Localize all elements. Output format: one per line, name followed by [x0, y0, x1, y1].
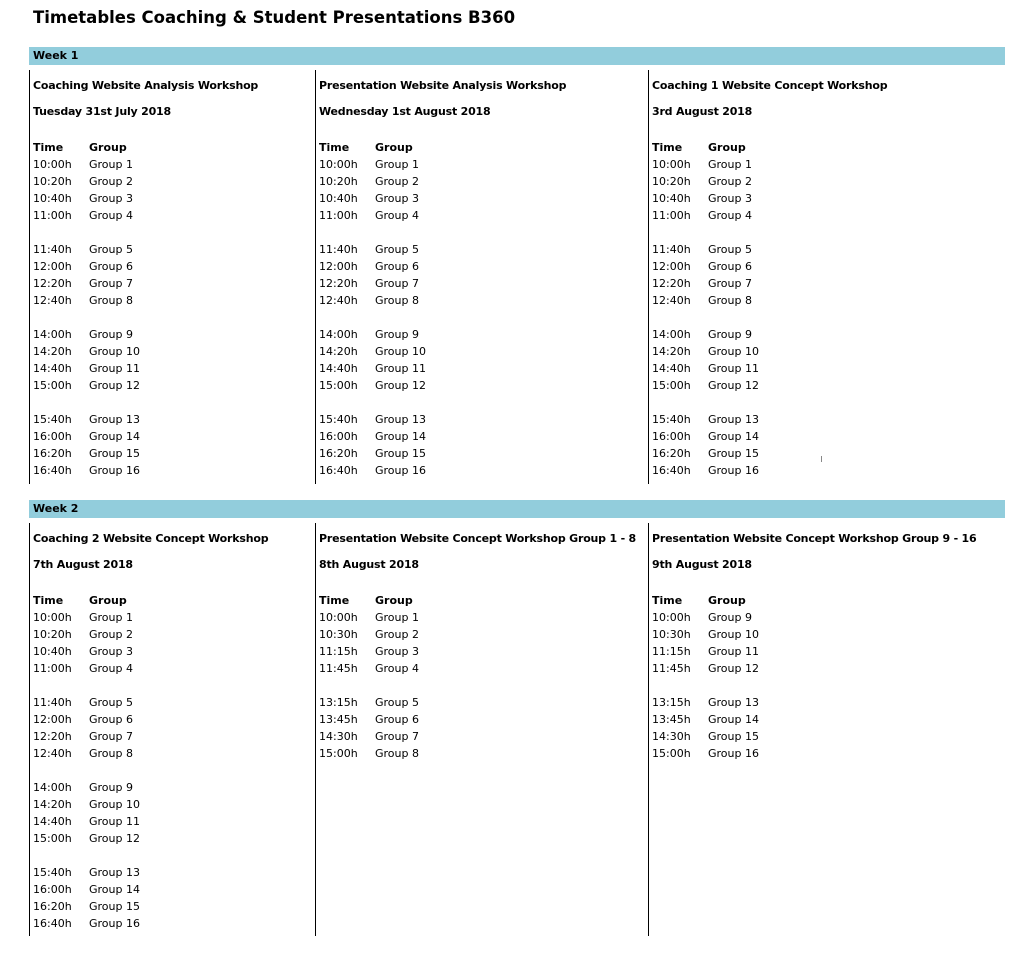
- stray-mark: [821, 456, 822, 462]
- slot-group: Group 6: [708, 260, 752, 273]
- slot-time: 14:20h: [319, 345, 358, 358]
- slot-time: 12:20h: [652, 277, 691, 290]
- schedule-row: [652, 258, 852, 275]
- schedule-row: [652, 660, 852, 677]
- slot-group: Group 9: [375, 328, 419, 341]
- slot-group: Group 4: [375, 209, 419, 222]
- session-date: 3rd August 2018: [652, 105, 753, 118]
- schedule-row: [319, 173, 519, 190]
- slot-group: Group 15: [708, 447, 759, 460]
- slot-group: Group 2: [89, 175, 133, 188]
- slot-group: Group 15: [89, 447, 140, 460]
- session-date: 7th August 2018: [33, 558, 133, 571]
- slot-time: 16:00h: [319, 430, 358, 443]
- slot-time: 10:00h: [319, 158, 358, 171]
- slot-time: 13:15h: [652, 696, 691, 709]
- schedule-row: [319, 462, 519, 479]
- slot-time: 14:40h: [319, 362, 358, 375]
- slot-time: 15:00h: [319, 747, 358, 760]
- slot-time: 14:00h: [33, 781, 72, 794]
- schedule-row: [33, 207, 233, 224]
- session-title: Presentation Website Analysis Workshop: [319, 79, 567, 92]
- schedule-row: [652, 207, 852, 224]
- slot-time: 12:20h: [319, 277, 358, 290]
- schedule-column: [315, 70, 596, 484]
- slot-time: 10:00h: [33, 611, 72, 624]
- schedule-row: [33, 609, 233, 626]
- schedule-row: [33, 326, 233, 343]
- slot-group: Group 7: [375, 277, 419, 290]
- schedule-row: [652, 428, 852, 445]
- slot-time: 10:30h: [319, 628, 358, 641]
- schedule-row: [319, 258, 519, 275]
- slot-time: 11:00h: [652, 209, 691, 222]
- slot-group: Group 4: [708, 209, 752, 222]
- slot-group: Group 6: [89, 260, 133, 273]
- schedule-row: [319, 660, 519, 677]
- group-header: Group: [375, 594, 413, 607]
- slot-group: Group 7: [89, 730, 133, 743]
- slot-time: 14:40h: [652, 362, 691, 375]
- session-title: Presentation Website Concept Workshop Group 1 - 8: [319, 532, 637, 545]
- slot-group: Group 9: [708, 328, 752, 341]
- slot-time: 16:00h: [33, 883, 72, 896]
- schedule-row: [652, 360, 852, 377]
- schedule-row: [652, 241, 852, 258]
- schedule-row: [652, 292, 852, 309]
- slot-group: Group 7: [89, 277, 133, 290]
- slot-group: Group 4: [375, 662, 419, 675]
- schedule-row: [652, 190, 852, 207]
- schedule-row: [33, 898, 233, 915]
- slot-group: Group 4: [89, 209, 133, 222]
- schedule-row: [319, 411, 519, 428]
- schedule-row: [319, 428, 519, 445]
- slot-group: Group 10: [375, 345, 426, 358]
- group-header: Group: [708, 141, 746, 154]
- column-headers: [319, 592, 519, 609]
- slot-time: 10:40h: [652, 192, 691, 205]
- slot-group: Group 11: [89, 815, 140, 828]
- slot-time: 16:20h: [33, 900, 72, 913]
- slot-group: Group 6: [375, 713, 419, 726]
- schedule-row: [33, 428, 233, 445]
- schedule-row: [33, 745, 233, 762]
- schedule-row: [33, 660, 233, 677]
- slot-group: Group 10: [708, 345, 759, 358]
- session-title: Presentation Website Concept Workshop Group 9 - 16: [652, 532, 977, 545]
- slot-time: 13:15h: [319, 696, 358, 709]
- slot-group: Group 1: [708, 158, 752, 171]
- slot-time: 12:20h: [33, 730, 72, 743]
- schedule-row: [33, 445, 233, 462]
- session-date: Wednesday 1st August 2018: [319, 105, 491, 118]
- slot-time: 16:00h: [652, 430, 691, 443]
- slot-group: Group 7: [708, 277, 752, 290]
- slot-group: Group 2: [375, 175, 419, 188]
- slot-time: 10:00h: [319, 611, 358, 624]
- time-header: Time: [33, 594, 64, 607]
- slot-time: 11:00h: [33, 662, 72, 675]
- slot-group: Group 6: [375, 260, 419, 273]
- slot-group: Group 14: [708, 430, 759, 443]
- schedule-row: [652, 462, 852, 479]
- slot-time: 16:40h: [33, 917, 72, 930]
- slot-group: Group 12: [708, 379, 759, 392]
- schedule-row: [319, 728, 519, 745]
- slot-group: Group 16: [708, 747, 759, 760]
- slot-group: Group 1: [89, 158, 133, 171]
- schedule-row: [652, 377, 852, 394]
- slot-time: 10:00h: [652, 611, 691, 624]
- slot-time: 11:40h: [652, 243, 691, 256]
- schedule-row: [319, 609, 519, 626]
- schedule-row: [33, 173, 233, 190]
- slot-group: Group 8: [708, 294, 752, 307]
- schedule-row: [33, 864, 233, 881]
- session-date: 8th August 2018: [319, 558, 419, 571]
- slot-group: Group 9: [89, 328, 133, 341]
- schedule-row: [33, 343, 233, 360]
- schedule-column: [29, 523, 310, 936]
- slot-group: Group 14: [89, 883, 140, 896]
- session-date: Tuesday 31st July 2018: [33, 105, 171, 118]
- schedule-row: [33, 360, 233, 377]
- slot-group: Group 16: [708, 464, 759, 477]
- slot-time: 16:40h: [33, 464, 72, 477]
- slot-time: 14:20h: [33, 798, 72, 811]
- schedule-row: [652, 711, 852, 728]
- slot-group: Group 15: [375, 447, 426, 460]
- time-header: Time: [652, 594, 683, 607]
- slot-time: 12:00h: [33, 713, 72, 726]
- schedule-row: [652, 694, 852, 711]
- slot-group: Group 12: [375, 379, 426, 392]
- column-headers: [319, 139, 519, 156]
- slot-group: Group 15: [708, 730, 759, 743]
- slot-time: 14:00h: [652, 328, 691, 341]
- slot-group: Group 5: [708, 243, 752, 256]
- schedule-row: [319, 711, 519, 728]
- slot-group: Group 8: [89, 294, 133, 307]
- schedule-column: [315, 523, 637, 936]
- slot-time: 12:40h: [33, 294, 72, 307]
- schedule-row: [319, 190, 519, 207]
- schedule-row: [319, 326, 519, 343]
- time-header: Time: [319, 141, 350, 154]
- slot-group: Group 12: [708, 662, 759, 675]
- slot-group: Group 3: [89, 645, 133, 658]
- slot-group: Group 11: [89, 362, 140, 375]
- schedule-row: [33, 830, 233, 847]
- time-header: Time: [319, 594, 350, 607]
- schedule-row: [33, 275, 233, 292]
- schedule-row: [319, 275, 519, 292]
- slot-group: Group 9: [708, 611, 752, 624]
- slot-group: Group 15: [89, 900, 140, 913]
- slot-time: 15:00h: [652, 747, 691, 760]
- slot-time: 11:40h: [33, 243, 72, 256]
- slot-group: Group 14: [89, 430, 140, 443]
- slot-group: Group 12: [89, 379, 140, 392]
- slot-time: 10:00h: [33, 158, 72, 171]
- slot-time: 10:00h: [652, 158, 691, 171]
- slot-group: Group 13: [89, 866, 140, 879]
- column-headers: [652, 592, 852, 609]
- slot-time: 11:00h: [33, 209, 72, 222]
- slot-time: 10:20h: [33, 628, 72, 641]
- schedule-column: [648, 523, 977, 936]
- week-1-bar: Week 1: [29, 47, 1005, 65]
- slot-time: 14:20h: [33, 345, 72, 358]
- slot-group: Group 8: [375, 294, 419, 307]
- schedule-row: [652, 609, 852, 626]
- slot-time: 15:40h: [33, 413, 72, 426]
- schedule-row: [652, 156, 852, 173]
- slot-group: Group 3: [708, 192, 752, 205]
- session-title: Coaching Website Analysis Workshop: [33, 79, 259, 92]
- schedule-row: [33, 796, 233, 813]
- slot-time: 11:15h: [652, 645, 691, 658]
- schedule-row: [652, 275, 852, 292]
- schedule-row: [319, 643, 519, 660]
- slot-time: 11:15h: [319, 645, 358, 658]
- week-2-bar: Week 2: [29, 500, 1005, 518]
- slot-time: 16:20h: [652, 447, 691, 460]
- slot-group: Group 4: [89, 662, 133, 675]
- slot-time: 12:00h: [33, 260, 72, 273]
- slot-time: 10:40h: [33, 192, 72, 205]
- page-title: Timetables Coaching & Student Presentations B360: [33, 8, 516, 27]
- slot-time: 12:00h: [652, 260, 691, 273]
- slot-time: 14:30h: [652, 730, 691, 743]
- slot-group: Group 13: [89, 413, 140, 426]
- schedule-row: [33, 377, 233, 394]
- schedule-row: [33, 779, 233, 796]
- slot-time: 14:00h: [319, 328, 358, 341]
- slot-time: 10:30h: [652, 628, 691, 641]
- group-header: Group: [708, 594, 746, 607]
- slot-group: Group 8: [375, 747, 419, 760]
- schedule-row: [33, 915, 233, 932]
- schedule-row: [319, 241, 519, 258]
- slot-time: 15:00h: [652, 379, 691, 392]
- slot-time: 16:40h: [652, 464, 691, 477]
- schedule-row: [33, 711, 233, 728]
- schedule-row: [33, 156, 233, 173]
- slot-time: 11:40h: [33, 696, 72, 709]
- session-title: Coaching 1 Website Concept Workshop: [652, 79, 888, 92]
- schedule-row: [33, 241, 233, 258]
- schedule-row: [319, 343, 519, 360]
- schedule-row: [652, 411, 852, 428]
- schedule-row: [652, 643, 852, 660]
- slot-time: 11:40h: [319, 243, 358, 256]
- slot-time: 10:20h: [652, 175, 691, 188]
- schedule-row: [652, 445, 852, 462]
- slot-group: Group 9: [89, 781, 133, 794]
- slot-group: Group 3: [375, 645, 419, 658]
- schedule-row: [319, 156, 519, 173]
- slot-time: 12:00h: [319, 260, 358, 273]
- slot-group: Group 2: [89, 628, 133, 641]
- slot-group: Group 7: [375, 730, 419, 743]
- slot-time: 10:40h: [33, 645, 72, 658]
- slot-time: 14:20h: [652, 345, 691, 358]
- slot-time: 10:20h: [33, 175, 72, 188]
- schedule-row: [319, 626, 519, 643]
- group-header: Group: [375, 141, 413, 154]
- schedule-row: [319, 445, 519, 462]
- slot-group: Group 1: [375, 158, 419, 171]
- slot-group: Group 10: [89, 798, 140, 811]
- session-date: 9th August 2018: [652, 558, 752, 571]
- slot-group: Group 14: [708, 713, 759, 726]
- schedule-row: [33, 813, 233, 830]
- slot-group: Group 2: [375, 628, 419, 641]
- slot-group: Group 13: [375, 413, 426, 426]
- schedule-row: [652, 626, 852, 643]
- slot-time: 16:20h: [33, 447, 72, 460]
- slot-group: Group 5: [89, 696, 133, 709]
- slot-time: 15:00h: [33, 379, 72, 392]
- slot-time: 13:45h: [652, 713, 691, 726]
- column-headers: [33, 139, 233, 156]
- column-headers: [33, 592, 233, 609]
- slot-group: Group 3: [375, 192, 419, 205]
- schedule-row: [33, 258, 233, 275]
- slot-group: Group 16: [375, 464, 426, 477]
- group-header: Group: [89, 594, 127, 607]
- slot-group: Group 11: [708, 645, 759, 658]
- slot-time: 16:00h: [33, 430, 72, 443]
- schedule-row: [319, 292, 519, 309]
- slot-group: Group 13: [708, 413, 759, 426]
- time-header: Time: [33, 141, 64, 154]
- time-header: Time: [652, 141, 683, 154]
- slot-group: Group 5: [375, 243, 419, 256]
- schedule-row: [319, 694, 519, 711]
- slot-group: Group 2: [708, 175, 752, 188]
- slot-group: Group 1: [375, 611, 419, 624]
- slot-group: Group 3: [89, 192, 133, 205]
- slot-time: 13:45h: [319, 713, 358, 726]
- schedule-row: [319, 207, 519, 224]
- slot-group: Group 5: [89, 243, 133, 256]
- slot-time: 10:40h: [319, 192, 358, 205]
- slot-time: 16:20h: [319, 447, 358, 460]
- slot-time: 11:00h: [319, 209, 358, 222]
- schedule-row: [33, 411, 233, 428]
- schedule-row: [33, 462, 233, 479]
- schedule-column: [29, 70, 310, 484]
- slot-group: Group 12: [89, 832, 140, 845]
- session-title: Coaching 2 Website Concept Workshop: [33, 532, 269, 545]
- slot-time: 11:45h: [319, 662, 358, 675]
- slot-time: 15:00h: [319, 379, 358, 392]
- schedule-row: [33, 190, 233, 207]
- slot-time: 16:40h: [319, 464, 358, 477]
- group-header: Group: [89, 141, 127, 154]
- column-headers: [652, 139, 852, 156]
- slot-time: 11:45h: [652, 662, 691, 675]
- slot-group: Group 16: [89, 464, 140, 477]
- schedule-row: [652, 745, 852, 762]
- slot-group: Group 10: [708, 628, 759, 641]
- slot-group: Group 11: [375, 362, 426, 375]
- schedule-row: [652, 326, 852, 343]
- schedule-row: [33, 881, 233, 898]
- slot-group: Group 11: [708, 362, 759, 375]
- slot-group: Group 13: [708, 696, 759, 709]
- schedule-row: [33, 626, 233, 643]
- slot-group: Group 8: [89, 747, 133, 760]
- slot-time: 10:20h: [319, 175, 358, 188]
- slot-group: Group 16: [89, 917, 140, 930]
- schedule-row: [652, 343, 852, 360]
- schedule-column: [648, 70, 929, 484]
- slot-time: 14:00h: [33, 328, 72, 341]
- slot-time: 12:20h: [33, 277, 72, 290]
- schedule-row: [33, 292, 233, 309]
- slot-time: 15:40h: [33, 866, 72, 879]
- slot-time: 15:40h: [319, 413, 358, 426]
- slot-time: 15:00h: [33, 832, 72, 845]
- slot-time: 12:40h: [319, 294, 358, 307]
- slot-time: 14:40h: [33, 815, 72, 828]
- slot-group: Group 1: [89, 611, 133, 624]
- schedule-row: [652, 728, 852, 745]
- slot-time: 12:40h: [33, 747, 72, 760]
- slot-group: Group 14: [375, 430, 426, 443]
- schedule-row: [33, 728, 233, 745]
- schedule-row: [319, 745, 519, 762]
- slot-group: Group 10: [89, 345, 140, 358]
- slot-time: 14:40h: [33, 362, 72, 375]
- schedule-row: [33, 643, 233, 660]
- schedule-row: [319, 377, 519, 394]
- slot-time: 12:40h: [652, 294, 691, 307]
- slot-time: 14:30h: [319, 730, 358, 743]
- schedule-row: [33, 694, 233, 711]
- schedule-row: [319, 360, 519, 377]
- schedule-row: [652, 173, 852, 190]
- slot-group: Group 5: [375, 696, 419, 709]
- slot-time: 15:40h: [652, 413, 691, 426]
- slot-group: Group 6: [89, 713, 133, 726]
